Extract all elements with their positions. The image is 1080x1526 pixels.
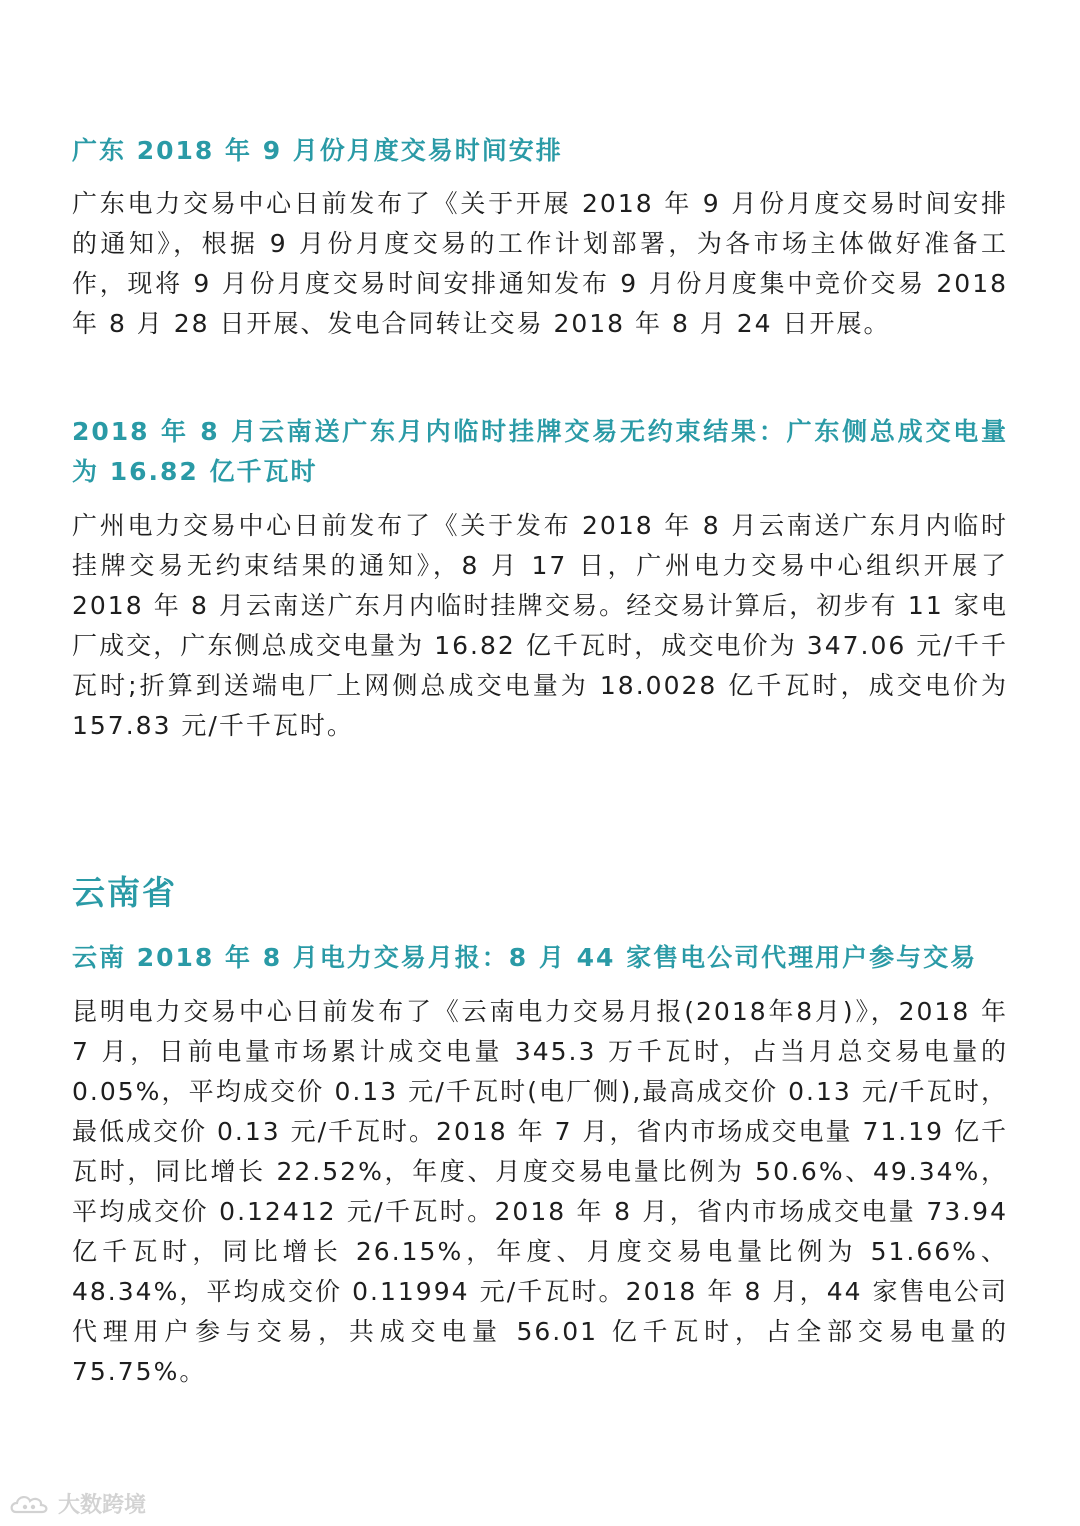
watermark xyxy=(8,1488,146,1519)
section-body-guangdong-schedule: 广东电力交易中心日前发布了《关于开展 2018 年 9 月份月度交易时间安排的通知》，根据 9 月份月度交易的工作计划部署，为各市场主体做好准备工作，现将 9 月份月度交易时间安排通知发布 9 月份月度集中竞价交易 2018 年 8 月 28 日开展、发电合同转让交易 2018 年 8 月 24 日开展。 xyxy=(72,189,1008,338)
watermark-text: 大数跨境 xyxy=(58,1493,147,1518)
province-title: 云南省 xyxy=(72,873,177,912)
section-title-yunnan-monthly-report: 云南 2018 年 8 月电力交易月报：8 月 44 家售电公司代理用户参与交易 xyxy=(72,943,978,972)
section-title-guangdong-schedule: 广东 2018 年 9 月份月度交易时间安排 xyxy=(72,136,563,165)
section-title-yunnan-guangdong-trade: 2018 年 8 月云南送广东月内临时挂牌交易无约束结果：广东侧总成交电量为 16.82 亿千瓦时 xyxy=(72,417,1008,486)
section-body-yunnan-monthly-report: 昆明电力交易中心日前发布了《云南电力交易月报(2018年8月)》，2018 年 7 月，日前电量市场累计成交电量 345.3 万千瓦时，占当月总交易电量的 0.05%，平均成交价 0.13 元/千瓦时(电厂侧),最高成交价 0.13 元/千瓦时，最低成交价 0.13 元/千瓦时。2018 年 7 月，省内市场成交电量 71.19 亿千瓦时，同比增长 22.52%，年度、月度交易电量比例为 50.6%、49.34%，平均成交价 0.12412 元/千瓦时。2018 年 8 月，省内市场成交电量 73.94 亿千瓦时，同比增长 26.15%，年度、月度交易电量比例为 51.66%、48.34%，平均成交价 0.11994 元/千瓦时。2018 年 8 月，44 家售电公司代理用户参与交易，共成交电量 56.01 亿千瓦时，占全部交易电量的 75.75%。 xyxy=(72,997,1008,1386)
section-body-yunnan-guangdong-trade: 广州电力交易中心日前发布了《关于发布 2018 年 8 月云南送广东月内临时挂牌交易无约束结果的通知》，8 月 17 日，广州电力交易中心组织开展了 2018 年 8 月云南送广东月内临时挂牌交易。经交易计算后，初步有 11 家电厂成交，广东侧总成交电量为 16.82 亿千瓦时，成交电价为 347.06 元/千千瓦时;折算到送端电厂上网侧总成交电量为 18.0028 亿千瓦时，成交电价为 157.83 元/千千瓦时。 xyxy=(72,511,1008,740)
cloud-logo-icon xyxy=(8,1490,52,1518)
